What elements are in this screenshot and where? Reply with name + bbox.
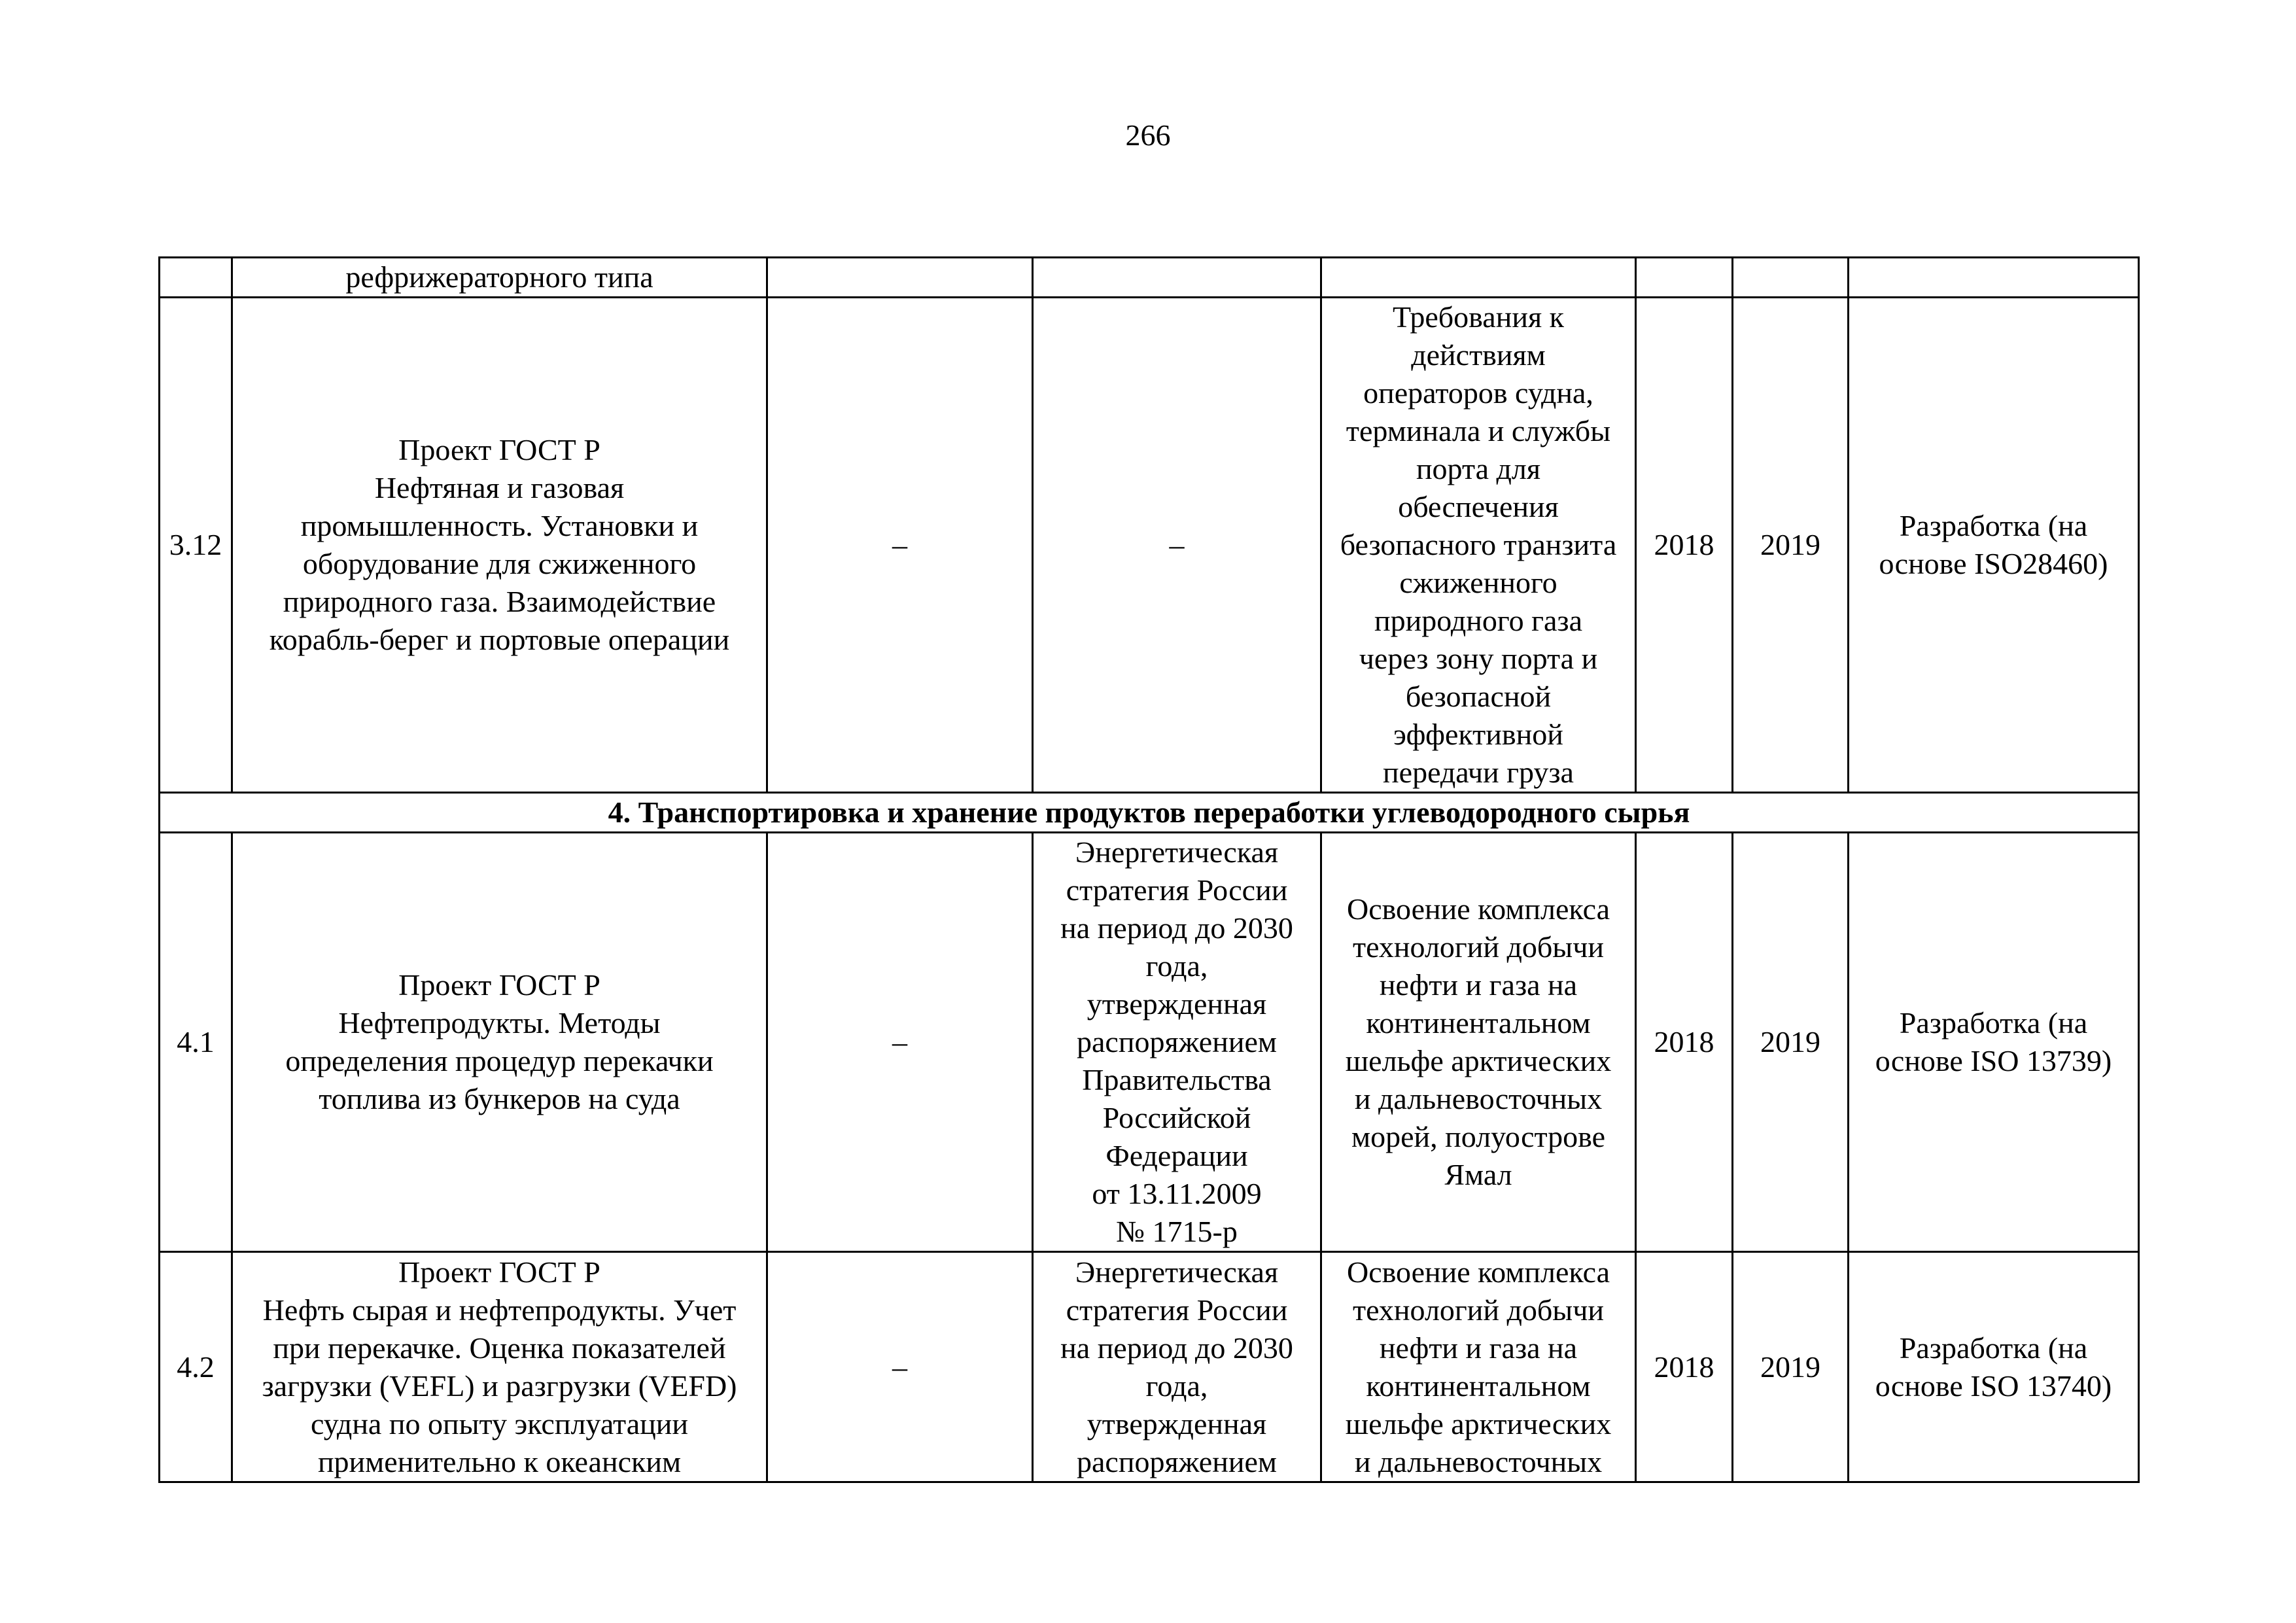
- goal-cell: Требования к действиям операторов судна, терминала и службы порта для обеспечения безопасного транзита сжиженного природного газа через зону порта и безопасной эффективной передачи груза: [1321, 298, 1636, 793]
- title-cell: Проект ГОСТ Р Нефть сырая и нефтепродукты. Учет при перекачке. Оценка показателей загрузки (VEFL) и разгрузки (VEFD) судна по опыту эксплуатации применительно к океанским: [232, 1252, 767, 1482]
- table-row: [160, 1252, 2139, 1482]
- continued-row: [160, 258, 2139, 298]
- note-cell: Разработка (на основе ISO 13740): [1849, 1252, 2139, 1482]
- standards-table: [158, 256, 2140, 1483]
- section-title: 4. Транспортировка и хранение продуктов переработки углеводородного сырья: [160, 793, 2139, 833]
- title-cell: Проект ГОСТ Р Нефтяная и газовая промышленность. Установки и оборудование для сжиженного природного газа. Взаимодействие корабль-берег и портовые операции: [232, 298, 767, 793]
- start-year-cell: 2018: [1636, 298, 1733, 793]
- program-cell: Энергетическая стратегия России на период до 2030 года, утвержденная распоряжением: [1033, 1252, 1321, 1482]
- num-cell: 4.1: [160, 833, 232, 1252]
- title-cell: рефрижераторного типа: [232, 258, 767, 298]
- table-row: [160, 298, 2139, 793]
- basis-cell: –: [767, 1252, 1033, 1482]
- program-cell: Энергетическая стратегия России на период до 2030 года, утвержденная распоряжением Правительства Российской Федерации от 13.11.2009 № 1715-р: [1033, 833, 1321, 1252]
- basis-cell: –: [767, 833, 1033, 1252]
- num-cell: 4.2: [160, 1252, 232, 1482]
- section-header-row: [160, 793, 2139, 833]
- table-row: [160, 833, 2139, 1252]
- num-cell: [160, 258, 232, 298]
- goal-cell: Освоение комплекса технологий добычи нефти и газа на континентальном шельфе арктических и дальневосточных морей, полуострове Ямал: [1321, 833, 1636, 1252]
- note-cell: Разработка (на основе ISO28460): [1849, 298, 2139, 793]
- page-number: 266: [1125, 118, 1171, 152]
- title-cell: Проект ГОСТ Р Нефтепродукты. Методы определения процедур перекачки топлива из бункеров на суда: [232, 833, 767, 1252]
- basis-cell: –: [767, 298, 1033, 793]
- start-year-cell: 2018: [1636, 833, 1733, 1252]
- start-year-cell: 2018: [1636, 1252, 1733, 1482]
- end-year-cell: 2019: [1733, 833, 1849, 1252]
- goal-cell: Освоение комплекса технологий добычи нефти и газа на континентальном шельфе арктических и дальневосточных: [1321, 1252, 1636, 1482]
- num-cell: 3.12: [160, 298, 232, 793]
- end-year-cell: 2019: [1733, 1252, 1849, 1482]
- program-cell: –: [1033, 298, 1321, 793]
- end-year-cell: 2019: [1733, 298, 1849, 793]
- note-cell: Разработка (на основе ISO 13739): [1849, 833, 2139, 1252]
